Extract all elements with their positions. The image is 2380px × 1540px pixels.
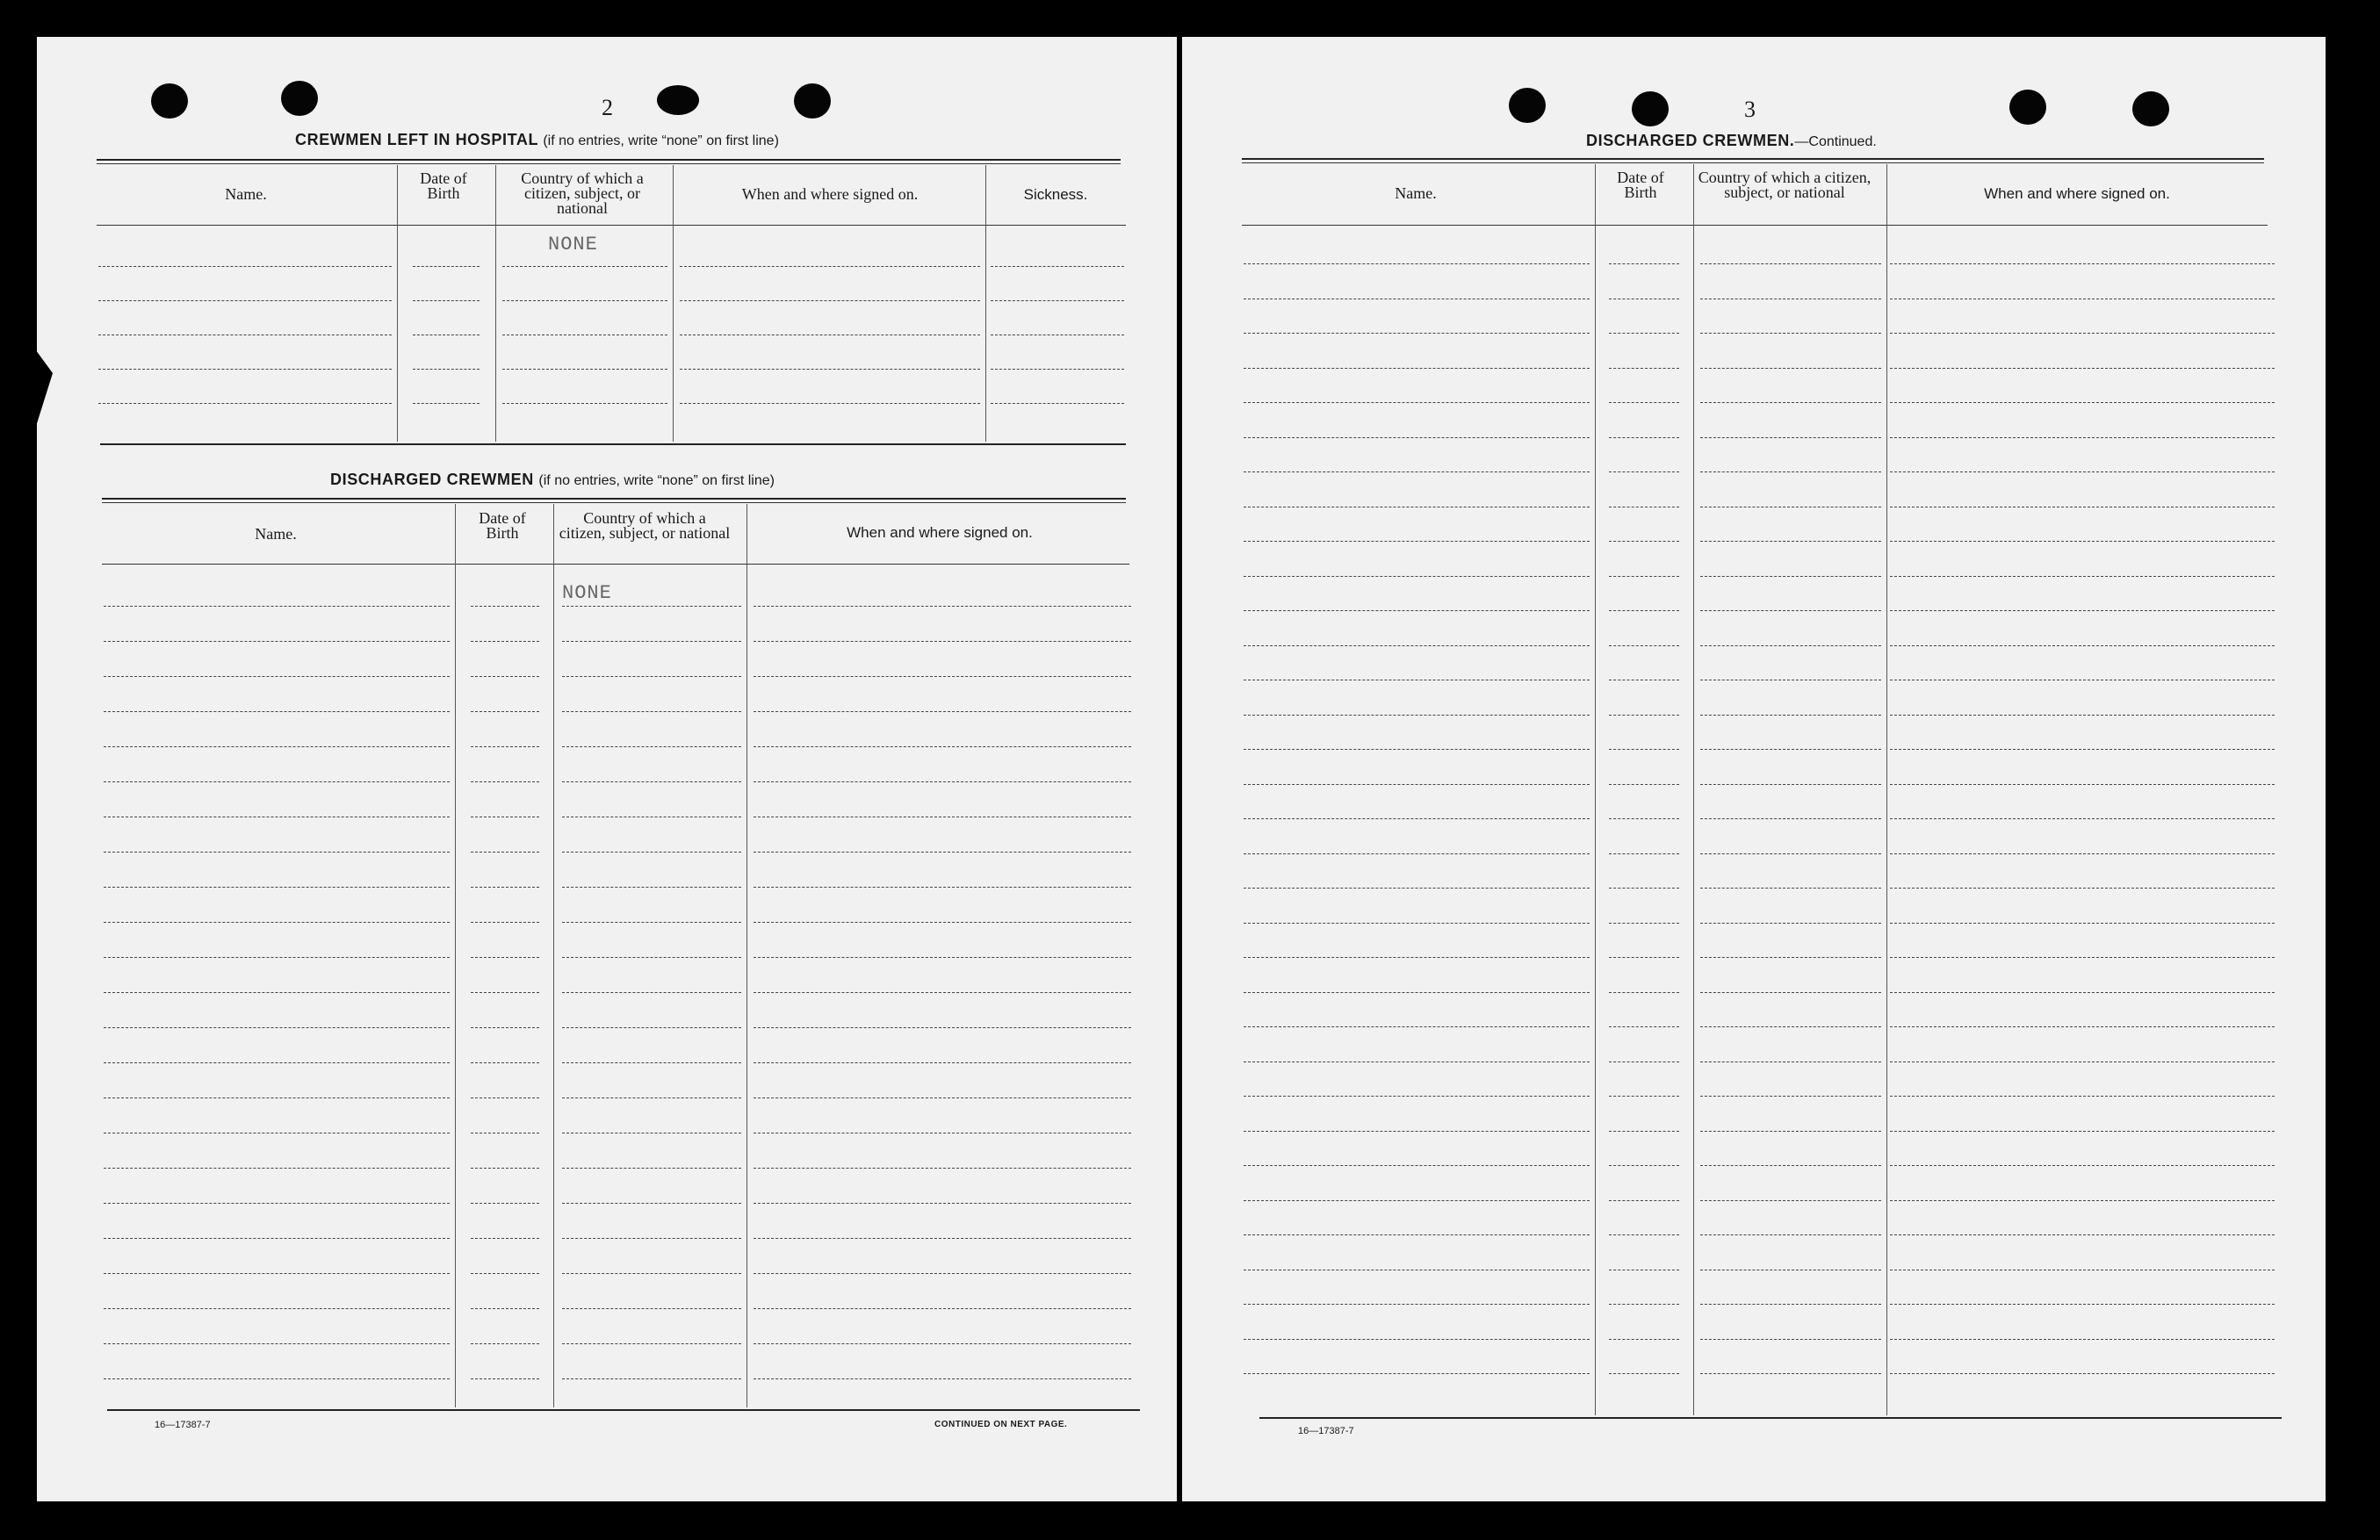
ruled-line — [1609, 471, 1679, 472]
discharged-instruction: (if no entries, write “none” on first line) — [538, 473, 775, 488]
punch-hole — [2009, 90, 2046, 125]
discharged-col-dob-header: Date of Birth — [479, 509, 526, 542]
ruled-line — [104, 676, 450, 677]
ruled-line — [1890, 1373, 2275, 1374]
ruled-line — [562, 1203, 741, 1204]
ruled-line — [1244, 957, 1590, 958]
ruled-line — [1609, 437, 1679, 438]
ruled-line — [1890, 1304, 2275, 1305]
ruled-line — [1890, 610, 2275, 611]
ruled-line — [1244, 715, 1590, 716]
ruled-line — [562, 1308, 741, 1309]
ruled-line — [680, 369, 980, 370]
column-divider — [553, 504, 554, 1407]
ruled-line — [562, 781, 741, 782]
ruled-line — [991, 266, 1124, 267]
ruled-line — [1700, 1234, 1881, 1235]
ruled-line — [1244, 541, 1590, 542]
ruled-line — [471, 606, 539, 607]
ruled-line — [1700, 749, 1881, 750]
ruled-line — [1609, 992, 1679, 993]
hospital-bottom-rule — [100, 443, 1126, 445]
ruled-line — [104, 992, 450, 993]
ruled-line — [562, 1027, 741, 1028]
column-divider — [495, 165, 496, 442]
ruled-line — [104, 1343, 450, 1344]
ruled-line — [1244, 402, 1590, 403]
ruled-line — [1890, 1131, 2275, 1132]
ruled-line — [471, 711, 539, 712]
ruled-line — [104, 1238, 450, 1239]
ruled-line — [1700, 1131, 1881, 1132]
ruled-line — [1609, 1026, 1679, 1027]
ruled-line — [562, 1273, 741, 1274]
ruled-line — [680, 300, 980, 301]
right-page — [1182, 37, 2326, 1501]
ruled-line — [562, 957, 741, 958]
ruled-line — [1244, 1339, 1590, 1340]
ruled-line — [1890, 853, 2275, 854]
column-divider — [455, 504, 456, 1407]
ruled-line — [1609, 263, 1679, 264]
ruled-line — [754, 781, 1131, 782]
ruled-line — [754, 1062, 1131, 1063]
ruled-line — [104, 922, 450, 923]
hospital-col-dob-header: Date of Birth — [420, 169, 467, 202]
ruled-line — [98, 266, 392, 267]
ruled-line — [104, 746, 450, 747]
ruled-line — [104, 1168, 450, 1169]
ruled-line — [1609, 1234, 1679, 1235]
ruled-line — [104, 887, 450, 888]
ruled-line — [1609, 1373, 1679, 1374]
ruled-line — [1609, 368, 1679, 369]
continued-top-rule-2 — [1242, 162, 2264, 163]
ruled-line — [1890, 1026, 2275, 1027]
ruled-line — [1700, 610, 1881, 611]
ruled-line — [562, 1378, 741, 1379]
punch-hole — [794, 83, 831, 119]
ruled-line — [562, 1168, 741, 1169]
punch-hole — [2132, 91, 2169, 126]
ruled-line — [1700, 888, 1881, 889]
ruled-line — [1609, 1061, 1679, 1062]
ruled-line — [1609, 957, 1679, 958]
ruled-line — [1244, 784, 1590, 785]
hospital-col-country-header: Country of which a citizen, subject, or national — [521, 169, 644, 217]
ruled-line — [413, 300, 480, 301]
form-number: 16—17387-7 — [1298, 1426, 1354, 1436]
ruled-line — [1890, 1165, 2275, 1166]
ruled-line — [471, 922, 539, 923]
ruled-line — [104, 1378, 450, 1379]
ruled-line — [754, 957, 1131, 958]
discharged-top-rule — [102, 498, 1126, 500]
ruled-line — [562, 852, 741, 853]
ruled-line — [1890, 368, 2275, 369]
ruled-line — [1244, 263, 1590, 264]
ruled-line — [104, 781, 450, 782]
ruled-line — [1244, 1026, 1590, 1027]
continued-col-country-header: Country of which a citizen, subject, or national — [1698, 169, 1872, 201]
hospital-header-rule — [97, 225, 1126, 226]
ruled-line — [471, 781, 539, 782]
discharged-bottom-rule — [107, 1409, 1140, 1411]
ruled-line — [1700, 818, 1881, 819]
column-divider — [1693, 164, 1694, 1415]
punch-hole — [1632, 91, 1669, 126]
ruled-line — [1244, 853, 1590, 854]
ruled-line — [471, 852, 539, 853]
ruled-line — [1609, 333, 1679, 334]
ruled-line — [1890, 576, 2275, 577]
ruled-line — [1244, 437, 1590, 438]
ruled-line — [471, 1378, 539, 1379]
ruled-line — [1890, 1200, 2275, 1201]
ruled-line — [754, 606, 1131, 607]
ruled-line — [1609, 1131, 1679, 1132]
page-number: 2 — [602, 95, 613, 120]
ruled-line — [1700, 1026, 1881, 1027]
ruled-line — [1609, 541, 1679, 542]
ruled-line — [991, 300, 1124, 301]
ruled-line — [680, 266, 980, 267]
hospital-section-title — [295, 131, 779, 149]
column-divider — [673, 165, 674, 442]
ruled-line — [471, 1027, 539, 1028]
ruled-line — [471, 957, 539, 958]
continued-top-rule — [1242, 158, 2264, 160]
discharged-top-rule-2 — [102, 502, 1126, 503]
ruled-line — [1890, 541, 2275, 542]
ruled-line — [1700, 992, 1881, 993]
ruled-line — [1700, 1339, 1881, 1340]
ruled-line — [754, 1273, 1131, 1274]
discharged-title-text: DISCHARGED CREWMEN — [330, 471, 534, 488]
ruled-line — [562, 922, 741, 923]
ruled-line — [754, 922, 1131, 923]
hospital-col-name-header: Name. — [225, 185, 267, 203]
ruled-line — [502, 369, 667, 370]
discharged-col-country-header: Country of which a citizen, subject, or national — [559, 509, 731, 542]
ruled-line — [1609, 1304, 1679, 1305]
ruled-line — [1700, 784, 1881, 785]
column-divider — [1886, 164, 1887, 1415]
ruled-line — [562, 992, 741, 993]
continued-col-dob-header: Date of Birth — [1617, 169, 1664, 201]
ruled-line — [1890, 784, 2275, 785]
ruled-line — [1700, 368, 1881, 369]
ruled-line — [1609, 923, 1679, 924]
column-divider — [397, 165, 398, 442]
ruled-line — [1609, 715, 1679, 716]
ruled-line — [471, 1308, 539, 1309]
ruled-line — [1700, 1373, 1881, 1374]
ruled-line — [1609, 610, 1679, 611]
ruled-line — [1609, 818, 1679, 819]
ruled-line — [1244, 1200, 1590, 1201]
ruled-line — [471, 887, 539, 888]
ruled-line — [1700, 1304, 1881, 1305]
ruled-line — [1244, 645, 1590, 646]
ruled-line — [754, 711, 1131, 712]
ruled-line — [471, 1343, 539, 1344]
ruled-line — [471, 1273, 539, 1274]
ruled-line — [502, 300, 667, 301]
ruled-line — [1890, 333, 2275, 334]
ruled-line — [1890, 437, 2275, 438]
ruled-line — [1609, 784, 1679, 785]
ruled-line — [1244, 333, 1590, 334]
ruled-line — [98, 369, 392, 370]
ruled-line — [1890, 957, 2275, 958]
ruled-line — [562, 1238, 741, 1239]
ruled-line — [1890, 1339, 2275, 1340]
ruled-line — [754, 1343, 1131, 1344]
ruled-line — [1700, 1200, 1881, 1201]
ruled-line — [1700, 1061, 1881, 1062]
ruled-line — [1244, 1061, 1590, 1062]
ruled-line — [104, 1273, 450, 1274]
column-divider — [1595, 164, 1596, 1415]
ruled-line — [1890, 1096, 2275, 1097]
ruled-line — [562, 641, 741, 642]
continued-section-title — [1586, 132, 1877, 150]
ruled-line — [1700, 541, 1881, 542]
ruled-line — [1700, 333, 1881, 334]
ruled-line — [562, 711, 741, 712]
ruled-line — [1890, 263, 2275, 264]
ruled-line — [1890, 749, 2275, 750]
ruled-line — [471, 676, 539, 677]
ruled-line — [1890, 1061, 2275, 1062]
ruled-line — [98, 403, 392, 404]
ruled-line — [1244, 576, 1590, 577]
ruled-line — [1244, 992, 1590, 993]
ruled-line — [1700, 471, 1881, 472]
ruled-line — [502, 403, 667, 404]
left-page — [37, 37, 1177, 1501]
ruled-line — [754, 887, 1131, 888]
ruled-line — [991, 403, 1124, 404]
ruled-line — [1890, 402, 2275, 403]
continued-subtitle: —Continued. — [1794, 134, 1877, 149]
ruled-line — [754, 1378, 1131, 1379]
ruled-line — [754, 992, 1131, 993]
ruled-line — [104, 711, 450, 712]
ruled-line — [1700, 576, 1881, 577]
ruled-line — [413, 369, 480, 370]
ruled-line — [562, 1097, 741, 1098]
form-number: 16—17387-7 — [155, 1420, 211, 1430]
ruled-line — [1609, 1339, 1679, 1340]
column-divider — [985, 165, 986, 442]
ruled-line — [1890, 471, 2275, 472]
ruled-line — [1244, 1304, 1590, 1305]
ruled-line — [562, 746, 741, 747]
ruled-line — [104, 606, 450, 607]
punch-hole — [281, 81, 318, 116]
ruled-line — [1890, 715, 2275, 716]
ruled-line — [104, 641, 450, 642]
ruled-line — [1609, 576, 1679, 577]
hospital-title-text: CREWMEN LEFT IN HOSPITAL — [295, 131, 538, 148]
ruled-line — [471, 1203, 539, 1204]
ruled-line — [1700, 923, 1881, 924]
ruled-line — [754, 676, 1131, 677]
ruled-line — [562, 887, 741, 888]
ruled-line — [1700, 1165, 1881, 1166]
ruled-line — [1244, 818, 1590, 819]
ruled-line — [1244, 749, 1590, 750]
ruled-line — [1890, 645, 2275, 646]
ruled-line — [471, 1062, 539, 1063]
ruled-line — [471, 1238, 539, 1239]
ruled-line — [413, 403, 480, 404]
page-number: 3 — [1744, 97, 1756, 122]
ruled-line — [502, 266, 667, 267]
ruled-line — [1609, 888, 1679, 889]
ruled-line — [1244, 888, 1590, 889]
ruled-line — [1700, 853, 1881, 854]
ruled-line — [104, 1203, 450, 1204]
ruled-line — [754, 1097, 1131, 1098]
ruled-line — [754, 1027, 1131, 1028]
hospital-top-rule-2 — [97, 163, 1121, 164]
ruled-line — [754, 746, 1131, 747]
ruled-line — [104, 1308, 450, 1309]
ruled-line — [1700, 402, 1881, 403]
ruled-line — [562, 606, 741, 607]
ruled-line — [1609, 402, 1679, 403]
ruled-line — [1244, 1096, 1590, 1097]
ruled-line — [471, 746, 539, 747]
column-divider — [746, 504, 747, 1407]
ruled-line — [1700, 263, 1881, 264]
ruled-line — [562, 1343, 741, 1344]
ruled-line — [471, 1168, 539, 1169]
punch-hole — [657, 85, 699, 115]
discharged-col-name-header: Name. — [255, 525, 297, 543]
ruled-line — [1244, 1373, 1590, 1374]
ruled-line — [1609, 749, 1679, 750]
ruled-line — [1244, 471, 1590, 472]
ruled-line — [562, 676, 741, 677]
continued-bottom-rule — [1259, 1417, 2282, 1419]
discharged-col-signed-header: When and where signed on. — [847, 524, 1033, 541]
ruled-line — [754, 1238, 1131, 1239]
ruled-line — [1609, 1200, 1679, 1201]
ruled-line — [754, 852, 1131, 853]
ruled-line — [1244, 1234, 1590, 1235]
ruled-line — [1609, 1165, 1679, 1166]
ruled-line — [1890, 1234, 2275, 1235]
ruled-line — [1244, 1165, 1590, 1166]
ruled-line — [1700, 1096, 1881, 1097]
ruled-line — [1890, 992, 2275, 993]
punch-hole — [1509, 88, 1546, 123]
ruled-line — [754, 1203, 1131, 1204]
hospital-top-rule — [97, 159, 1121, 161]
ruled-line — [1244, 610, 1590, 611]
ruled-line — [98, 300, 392, 301]
ruled-line — [754, 1308, 1131, 1309]
ruled-line — [1890, 818, 2275, 819]
ruled-line — [1609, 645, 1679, 646]
ruled-line — [471, 641, 539, 642]
hospital-entry-none: NONE — [548, 234, 598, 255]
ruled-line — [1244, 923, 1590, 924]
discharged-entry-none: NONE — [562, 582, 612, 604]
ruled-line — [104, 1062, 450, 1063]
ruled-line — [471, 1097, 539, 1098]
ruled-line — [1609, 853, 1679, 854]
ruled-line — [471, 992, 539, 993]
torn-edge — [33, 347, 53, 435]
continued-note: CONTINUED ON NEXT PAGE. — [934, 1420, 1068, 1429]
ruled-line — [562, 1062, 741, 1063]
ruled-line — [1244, 368, 1590, 369]
ruled-line — [104, 852, 450, 853]
punch-hole — [151, 83, 188, 119]
ruled-line — [754, 1168, 1131, 1169]
ruled-line — [1609, 1096, 1679, 1097]
discharged-section-title — [330, 471, 775, 489]
ruled-line — [991, 369, 1124, 370]
ruled-line — [413, 266, 480, 267]
ruled-line — [1890, 888, 2275, 889]
ruled-line — [1700, 715, 1881, 716]
ruled-line — [1700, 957, 1881, 958]
continued-col-name-header: Name. — [1395, 184, 1437, 202]
continued-col-signed-header: When and where signed on. — [1984, 185, 2170, 202]
ruled-line — [680, 403, 980, 404]
hospital-instruction: (if no entries, write “none” on first line) — [543, 133, 779, 148]
ruled-line — [104, 1097, 450, 1098]
ruled-line — [1700, 645, 1881, 646]
ruled-line — [1700, 437, 1881, 438]
hospital-col-signed-header: When and where signed on. — [741, 185, 919, 203]
continued-header-rule — [1242, 225, 2268, 226]
ruled-line — [104, 1027, 450, 1028]
ruled-line — [754, 641, 1131, 642]
ruled-line — [1890, 923, 2275, 924]
ruled-line — [104, 957, 450, 958]
ruled-line — [1244, 1131, 1590, 1132]
hospital-col-sickness-header: Sickness. — [1023, 186, 1088, 203]
discharged-header-rule — [102, 564, 1129, 565]
continued-title-text: DISCHARGED CREWMEN. — [1586, 132, 1795, 149]
